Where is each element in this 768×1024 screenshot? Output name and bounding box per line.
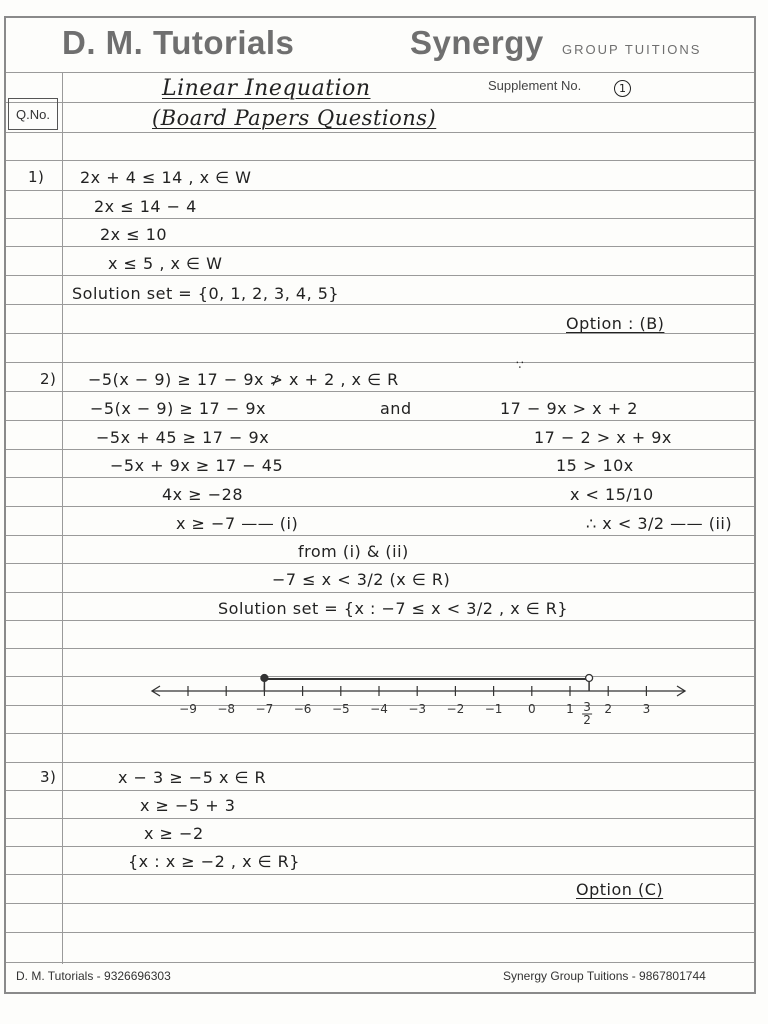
range-end-open-dot xyxy=(586,675,593,682)
ruled-line xyxy=(6,190,754,191)
number-line-tick-label: −6 xyxy=(293,702,312,716)
q2-left-step-5: x ≥ −7 —— (i) xyxy=(176,514,299,533)
fraction-numerator: 3 xyxy=(583,700,591,714)
page-border xyxy=(4,16,756,994)
q2-solution-set: Solution set = {x : −7 ≤ x < 3/2 , x ∈ R} xyxy=(218,599,569,618)
q2-therefore-mark: ∵ xyxy=(516,358,525,372)
q2-left-step-3: −5x + 9x ≥ 17 − 45 xyxy=(110,456,284,475)
question-number-3: 3) xyxy=(40,768,57,786)
number-line-tick-label: 2 xyxy=(604,702,613,716)
ruled-line xyxy=(6,304,754,305)
q2-and-label: and xyxy=(380,399,412,418)
q3-option: Option (C) xyxy=(576,880,664,899)
ruled-line xyxy=(6,218,754,219)
number-line-tick-label: −5 xyxy=(331,702,350,716)
ruled-line xyxy=(6,449,754,450)
q2-right-step-4: x < 15/10 xyxy=(570,485,654,504)
ruled-line xyxy=(6,160,754,161)
q1-solution-set: Solution set = {0, 1, 2, 3, 4, 5} xyxy=(72,284,340,303)
question-number-2: 2) xyxy=(40,370,57,388)
ruled-line xyxy=(6,391,754,392)
q2-right-step-1: 17 − 9x > x + 2 xyxy=(500,399,638,418)
margin-line xyxy=(62,72,63,964)
ruled-line xyxy=(6,477,754,478)
q1-line-4: x ≤ 5 , x ∈ W xyxy=(108,254,223,273)
number-line-tick-label: 0 xyxy=(527,702,536,716)
ruled-line xyxy=(6,72,754,73)
number-line-tick-label: −2 xyxy=(446,702,465,716)
ruled-line xyxy=(6,962,754,963)
ruled-line xyxy=(6,790,754,791)
q3-line-2: x ≥ −5 + 3 xyxy=(140,796,236,815)
ruled-line xyxy=(6,275,754,276)
ruled-line xyxy=(6,592,754,593)
number-line-tick-label: 3 xyxy=(642,702,651,716)
q2-from-label: from (i) & (ii) xyxy=(298,542,409,561)
footer-left: D. M. Tutorials - 9326696303 xyxy=(16,969,171,983)
number-line-tick-label: −7 xyxy=(255,702,274,716)
ruled-line xyxy=(6,420,754,421)
number-line-tick-label: −3 xyxy=(408,702,427,716)
range-start-closed-dot xyxy=(261,675,268,682)
q2-left-step-4: 4x ≥ −28 xyxy=(162,485,243,504)
ruled-line xyxy=(6,506,754,507)
ruled-line xyxy=(6,648,754,649)
ruled-line xyxy=(6,132,754,133)
q1-line-1: 2x + 4 ≤ 14 , x ∈ W xyxy=(80,168,252,187)
ruled-line xyxy=(6,762,754,763)
supplement-number: 1 xyxy=(614,80,631,97)
q1-line-3: 2x ≤ 10 xyxy=(100,225,168,244)
ruled-line xyxy=(6,874,754,875)
question-number-1: 1) xyxy=(28,168,45,186)
q2-right-step-2: 17 − 2 > x + 9x xyxy=(534,428,672,447)
number-line-tick-label: −8 xyxy=(217,702,236,716)
ruled-line xyxy=(6,362,754,363)
ruled-line xyxy=(6,246,754,247)
ruled-line xyxy=(6,818,754,819)
ruled-line xyxy=(6,535,754,536)
q3-line-1: x − 3 ≥ −5 x ∈ R xyxy=(118,768,267,787)
ruled-line xyxy=(6,846,754,847)
footer-right: Synergy Group Tuitions - 9867801744 xyxy=(503,969,706,983)
page-title: Linear Inequation xyxy=(162,76,371,101)
q3-line-4: {x : x ≥ −2 , x ∈ R} xyxy=(128,852,300,871)
fraction-denominator: 2 xyxy=(583,713,591,727)
number-line xyxy=(150,665,695,729)
number-line-tick-label: −4 xyxy=(370,702,388,716)
ruled-line xyxy=(6,333,754,334)
q1-line-2: 2x ≤ 14 − 4 xyxy=(94,197,197,216)
page-subtitle: (Board Papers Questions) xyxy=(152,106,437,130)
ruled-line xyxy=(6,563,754,564)
q2-statement: −5(x − 9) ≥ 17 − 9x ≯ x + 2 , x ∈ R xyxy=(88,370,399,389)
brand-dm-tutorials: D. M. Tutorials xyxy=(62,24,295,61)
ruled-line xyxy=(6,733,754,734)
brand-synergy: Synergy xyxy=(410,24,544,61)
number-line-tick-label: −1 xyxy=(484,702,503,716)
ruled-line xyxy=(6,102,754,103)
q1-option: Option : (B) xyxy=(566,314,665,333)
brand-group-tuitions: GROUP TUITIONS xyxy=(562,42,702,57)
q2-right-step-5: ∴ x < 3/2 —— (ii) xyxy=(586,514,733,533)
number-line-tick-label: 1 xyxy=(566,702,574,716)
ruled-line xyxy=(6,903,754,904)
ruled-line xyxy=(6,620,754,621)
ruled-line xyxy=(6,932,754,933)
q3-line-3: x ≥ −2 xyxy=(144,824,204,843)
q2-right-step-3: 15 > 10x xyxy=(556,456,634,475)
q2-left-step-2: −5x + 45 ≥ 17 − 9x xyxy=(96,428,270,447)
q2-left-step-1: −5(x − 9) ≥ 17 − 9x xyxy=(90,399,266,418)
number-line-tick-label: −9 xyxy=(179,702,197,716)
supplement-label: Supplement No. xyxy=(488,78,582,93)
qno-label: Q.No. xyxy=(8,98,58,130)
q2-combined: −7 ≤ x < 3/2 (x ∈ R) xyxy=(272,570,451,589)
